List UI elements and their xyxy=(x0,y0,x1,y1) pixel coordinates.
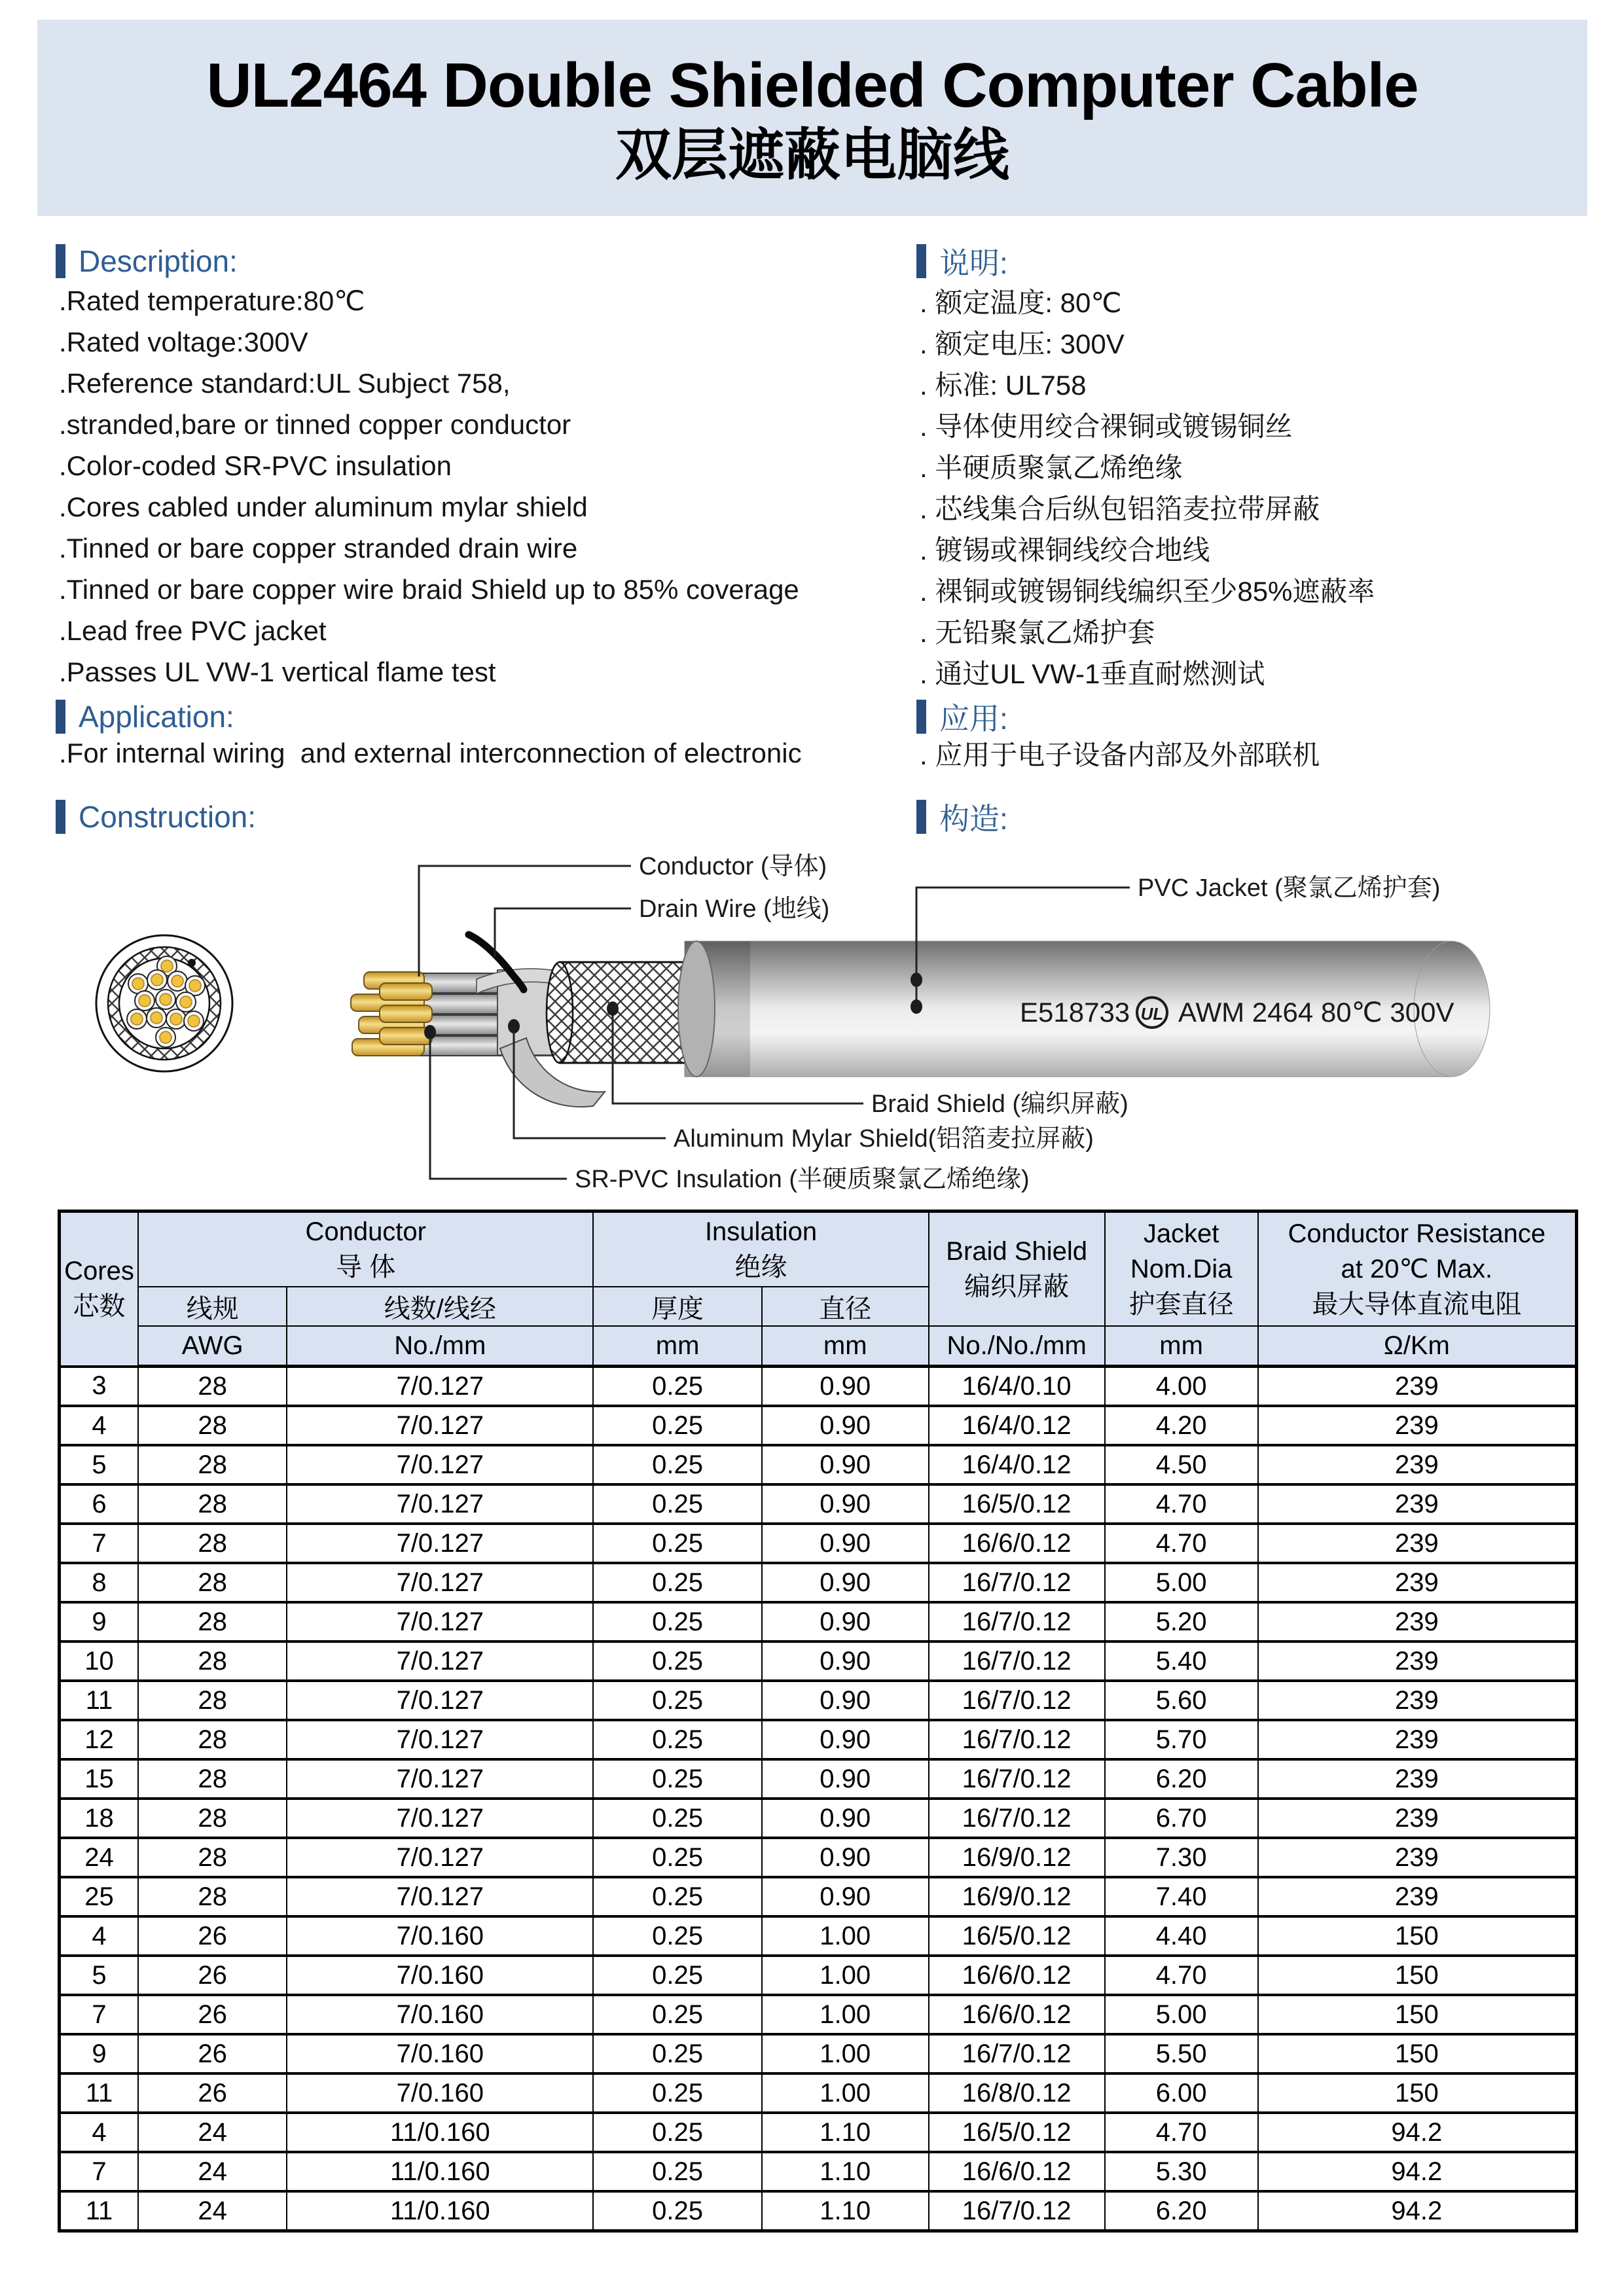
table-row xyxy=(60,1995,1577,2034)
table-cell: 150 xyxy=(1258,1995,1577,2034)
table-cell: 26 xyxy=(138,2034,287,2073)
table-cell: 16/9/0.12 xyxy=(929,1877,1105,1916)
heading-bar xyxy=(56,700,65,734)
table-cell: 239 xyxy=(1258,1641,1577,1681)
cable-marking xyxy=(1020,997,1454,1028)
table-cell: 28 xyxy=(138,1720,287,1759)
heading-text: Construction: xyxy=(79,800,257,834)
description-item: .Tinned or bare copper wire braid Shield up to 85% coverage xyxy=(59,573,799,605)
table-cell: 16/7/0.12 xyxy=(929,1681,1105,1720)
table-cell: 9 xyxy=(60,2034,139,2073)
description-item: .Color-coded SR-PVC insulation xyxy=(59,450,452,481)
heading-text: 构造: xyxy=(939,802,1008,836)
table-cell: 7/0.127 xyxy=(287,1524,593,1563)
table-cell: 11 xyxy=(60,2191,139,2231)
col-header-jacket: Jacket Nom.Dia 护套直径 xyxy=(1105,1211,1258,1327)
table-cell: 239 xyxy=(1258,1602,1577,1641)
table-cell: 4.70 xyxy=(1105,1956,1258,1995)
subheader-diameter: 直径 xyxy=(762,1287,929,1326)
table-cell: 239 xyxy=(1258,1681,1577,1720)
table-cell: 0.90 xyxy=(762,1877,929,1916)
description-item: . 半硬质聚氯乙烯绝缘 xyxy=(920,452,1183,483)
label-conductor: Conductor (导体) xyxy=(639,853,827,880)
table-cell: 0.90 xyxy=(762,1406,929,1445)
page-title: UL2464 Double Shielded Computer Cable xyxy=(206,50,1418,120)
marking-spec: AWM 2464 80℃ 300V xyxy=(1178,997,1454,1028)
table-cell: 7.40 xyxy=(1105,1877,1258,1916)
table-cell: 0.90 xyxy=(762,1602,929,1641)
description-item: .Passes UL VW-1 vertical flame test xyxy=(59,656,496,687)
table-cell: 4 xyxy=(60,1916,139,1956)
table-cell: 0.25 xyxy=(593,2073,761,2113)
description-item: . 裸铜或镀锡铜线编织至少85%遮蔽率 xyxy=(920,575,1375,607)
table-cell: 16/7/0.12 xyxy=(929,1799,1105,1838)
description-item: .Rated temperature:80℃ xyxy=(59,285,365,316)
table-cell: 4.70 xyxy=(1105,1484,1258,1524)
table-row xyxy=(60,2034,1577,2073)
table-cell: 7/0.160 xyxy=(287,1956,593,1995)
col-header-braid-shield: Braid Shield 编织屏蔽 xyxy=(929,1211,1105,1327)
table-cell: 26 xyxy=(138,1916,287,1956)
table-cell: 1.00 xyxy=(762,1995,929,2034)
table-cell: 0.25 xyxy=(593,1445,761,1484)
table-cell: 0.25 xyxy=(593,1877,761,1916)
table-row xyxy=(60,1563,1577,1602)
description-item: .Reference standard:UL Subject 758, xyxy=(59,367,511,399)
heading-bar xyxy=(916,800,926,834)
table-cell: 0.25 xyxy=(593,1681,761,1720)
table-cell: 7 xyxy=(60,1995,139,2034)
table-cell: 7/0.127 xyxy=(287,1681,593,1720)
table-cell: 26 xyxy=(138,1995,287,2034)
table-cell: 11 xyxy=(60,2073,139,2113)
conductor-stubs xyxy=(351,972,432,1056)
table-cell: 28 xyxy=(138,1484,287,1524)
table-cell: 28 xyxy=(138,1445,287,1484)
col-header-conductor: Conductor 导 体 xyxy=(138,1211,593,1287)
table-cell: 0.90 xyxy=(762,1641,929,1681)
table-cell: 5 xyxy=(60,1445,139,1484)
table-cell: 6 xyxy=(60,1484,139,1524)
table-cell: 7/0.127 xyxy=(287,1406,593,1445)
table-cell: 150 xyxy=(1258,2073,1577,2113)
table-cell: 4.00 xyxy=(1105,1367,1258,1407)
table-cell: 0.25 xyxy=(593,1759,761,1799)
table-cell: 16/7/0.12 xyxy=(929,1563,1105,1602)
table-row xyxy=(60,1956,1577,1995)
table-cell: 150 xyxy=(1258,2034,1577,2073)
table-cell: 16/4/0.12 xyxy=(929,1406,1105,1445)
table-cell: 0.90 xyxy=(762,1524,929,1563)
table-cell: 16/9/0.12 xyxy=(929,1838,1105,1877)
table-cell: 0.90 xyxy=(762,1799,929,1838)
description-heading-zh xyxy=(916,242,1008,280)
table-cell: 239 xyxy=(1258,1720,1577,1759)
table-row xyxy=(60,1641,1577,1681)
table-cell: 7 xyxy=(60,1524,139,1563)
table-cell: 24 xyxy=(60,1838,139,1877)
table-cell: 5.40 xyxy=(1105,1641,1258,1681)
table-cell: 7/0.127 xyxy=(287,1367,593,1407)
description-item: . 镀锡或裸铜线绞合地线 xyxy=(920,534,1210,565)
heading-bar xyxy=(916,244,926,278)
description-item: .Tinned or bare copper stranded drain wire xyxy=(59,532,578,564)
table-cell: 239 xyxy=(1258,1838,1577,1877)
table-cell: 16/6/0.12 xyxy=(929,1995,1105,2034)
table-cell: 16/7/0.12 xyxy=(929,2191,1105,2231)
table-cell: 7/0.127 xyxy=(287,1641,593,1681)
table-row xyxy=(60,2073,1577,2113)
label-pvc-jacket: PVC Jacket (聚氯乙烯护套) xyxy=(1138,874,1441,902)
table-cell: 24 xyxy=(138,2191,287,2231)
table-row xyxy=(60,1681,1577,1720)
table-cell: 28 xyxy=(138,1602,287,1641)
table-cell: 3 xyxy=(60,1367,139,1407)
subheader-strands: 线数/线经 xyxy=(287,1287,593,1326)
table-cell: 4.20 xyxy=(1105,1406,1258,1445)
table-cell: 0.90 xyxy=(762,1759,929,1799)
table-cell: 11/0.160 xyxy=(287,2152,593,2191)
table-cell: 0.25 xyxy=(593,1406,761,1445)
construction-heading-zh xyxy=(916,798,1008,836)
table-row xyxy=(60,1484,1577,1524)
heading-text: Description: xyxy=(79,244,238,278)
table-cell: 7/0.160 xyxy=(287,2034,593,2073)
table-cell: 28 xyxy=(138,1681,287,1720)
table-cell: 16/5/0.12 xyxy=(929,1916,1105,1956)
table-cell: 1.10 xyxy=(762,2191,929,2231)
table-cell: 239 xyxy=(1258,1524,1577,1563)
description-list-en xyxy=(59,280,910,692)
description-list-zh xyxy=(920,280,1607,692)
table-cell: 7.30 xyxy=(1105,1838,1258,1877)
table-cell: 5.60 xyxy=(1105,1681,1258,1720)
specification-table xyxy=(58,1210,1578,2233)
table-cell: 28 xyxy=(138,1799,287,1838)
table-cell: 1.00 xyxy=(762,1916,929,1956)
table-cell: 16/7/0.12 xyxy=(929,1641,1105,1681)
table-cell: 28 xyxy=(138,1759,287,1799)
table-cell: 150 xyxy=(1258,1956,1577,1995)
table-cell: 0.25 xyxy=(593,1641,761,1681)
construction-heading-en xyxy=(56,798,256,836)
table-cell: 10 xyxy=(60,1641,139,1681)
table-cell: 1.00 xyxy=(762,2073,929,2113)
table-cell: 1.10 xyxy=(762,2152,929,2191)
table-cell: 94.2 xyxy=(1258,2113,1577,2152)
heading-bar xyxy=(916,700,926,734)
description-heading-en xyxy=(56,242,238,280)
application-text-en: .For internal wiring and external interconnection of electronic xyxy=(59,738,802,768)
table-cell: 16/6/0.12 xyxy=(929,1524,1105,1563)
table-cell: 0.90 xyxy=(762,1563,929,1602)
table-cell: 7/0.127 xyxy=(287,1602,593,1641)
table-cell: 1.00 xyxy=(762,2034,929,2073)
title-block xyxy=(37,20,1587,216)
table-cell: 7/0.127 xyxy=(287,1445,593,1484)
table-cell: 0.25 xyxy=(593,2034,761,2073)
table-cell: 4.70 xyxy=(1105,2113,1258,2152)
table-cell: 28 xyxy=(138,1406,287,1445)
table-cell: 5.50 xyxy=(1105,2034,1258,2073)
ul-logo-text: UL xyxy=(1140,1004,1164,1024)
table-cell: 26 xyxy=(138,1956,287,1995)
table-cell: 6.70 xyxy=(1105,1799,1258,1838)
table-cell: 6.20 xyxy=(1105,2191,1258,2231)
table-cell: 239 xyxy=(1258,1799,1577,1838)
table-cell: 4 xyxy=(60,1406,139,1445)
table-cell: 16/6/0.12 xyxy=(929,1956,1105,1995)
label-sr-pvc: SR-PVC Insulation (半硬质聚氯乙烯绝缘) xyxy=(575,1166,1030,1193)
table-cell: 28 xyxy=(138,1367,287,1407)
table-cell: 0.90 xyxy=(762,1838,929,1877)
table-row xyxy=(60,1602,1577,1641)
description-item: . 额定电压: 300V xyxy=(920,328,1125,359)
unit-ohm-km: Ω/Km xyxy=(1258,1326,1577,1367)
table-cell: 239 xyxy=(1258,1563,1577,1602)
table-cell: 16/5/0.12 xyxy=(929,2113,1105,2152)
table-cell: 7/0.127 xyxy=(287,1838,593,1877)
table-row xyxy=(60,2152,1577,2191)
description-item: .Rated voltage:300V xyxy=(59,326,308,357)
table-cell: 7/0.127 xyxy=(287,1563,593,1602)
table-cell: 239 xyxy=(1258,1445,1577,1484)
table-cell: 7/0.127 xyxy=(287,1799,593,1838)
table-cell: 0.90 xyxy=(762,1445,929,1484)
col-header-insulation: Insulation 绝缘 xyxy=(593,1211,928,1287)
table-cell: 11/0.160 xyxy=(287,2191,593,2231)
table-cell: 4.50 xyxy=(1105,1445,1258,1484)
table-cell: 0.25 xyxy=(593,1720,761,1759)
table-cell: 4.40 xyxy=(1105,1916,1258,1956)
table-cell: 12 xyxy=(60,1720,139,1759)
unit-mm-3: mm xyxy=(1105,1326,1258,1367)
table-cell: 0.25 xyxy=(593,2152,761,2191)
table-cell: 24 xyxy=(138,2113,287,2152)
table-cell: 7/0.127 xyxy=(287,1877,593,1916)
table-cell: 7/0.127 xyxy=(287,1720,593,1759)
drain-wire-dot xyxy=(188,959,196,967)
table-cell: 28 xyxy=(138,1877,287,1916)
table-cell: 16/7/0.12 xyxy=(929,1602,1105,1641)
table-row xyxy=(60,1799,1577,1838)
table-cell: 0.25 xyxy=(593,2191,761,2231)
table-cell: 26 xyxy=(138,2073,287,2113)
label-aluminum-mylar: Aluminum Mylar Shield(铝箔麦拉屏蔽) xyxy=(674,1125,1094,1153)
table-cell: 239 xyxy=(1258,1406,1577,1445)
table-cell: 25 xyxy=(60,1877,139,1916)
subheader-wire-gauge: 线规 xyxy=(138,1287,287,1326)
table-cell: 18 xyxy=(60,1799,139,1838)
unit-no-mm: No./mm xyxy=(287,1326,593,1367)
table-cell: 7/0.160 xyxy=(287,2073,593,2113)
description-item: . 导体使用绞合裸铜或镀锡铜丝 xyxy=(920,410,1293,442)
table-cell: 16/4/0.10 xyxy=(929,1367,1105,1407)
table-cell: 16/5/0.12 xyxy=(929,1484,1105,1524)
application-heading-zh xyxy=(916,698,1008,736)
table-cell: 7 xyxy=(60,2152,139,2191)
table-row xyxy=(60,1720,1577,1759)
table-cell: 15 xyxy=(60,1759,139,1799)
table-cell: 11/0.160 xyxy=(287,2113,593,2152)
table-cell: 5.70 xyxy=(1105,1720,1258,1759)
table-row xyxy=(60,2191,1577,2231)
table-cell: 239 xyxy=(1258,1367,1577,1407)
unit-mm-1: mm xyxy=(593,1326,761,1367)
unit-mm-2: mm xyxy=(762,1326,929,1367)
table-cell: 239 xyxy=(1258,1484,1577,1524)
unit-braid: No./No./mm xyxy=(929,1326,1105,1367)
table-row xyxy=(60,2113,1577,2152)
table-cell: 16/7/0.12 xyxy=(929,1759,1105,1799)
table-cell: 16/8/0.12 xyxy=(929,2073,1105,2113)
table-cell: 0.90 xyxy=(762,1720,929,1759)
table-cell: 7/0.160 xyxy=(287,1916,593,1956)
table-cell: 6.20 xyxy=(1105,1759,1258,1799)
page-title-chinese: 双层遮蔽电脑线 xyxy=(615,124,1009,187)
application-heading-en xyxy=(56,698,234,736)
table-cell: 5.00 xyxy=(1105,1563,1258,1602)
table-cell: 94.2 xyxy=(1258,2152,1577,2191)
cable-3d-view xyxy=(351,935,1490,1107)
table-cell: 16/7/0.12 xyxy=(929,2034,1105,2073)
table-cell: 0.25 xyxy=(593,2113,761,2152)
table-cell: 0.25 xyxy=(593,1563,761,1602)
table-cell: 28 xyxy=(138,1563,287,1602)
description-item: .Cores cabled under aluminum mylar shield xyxy=(59,491,588,522)
table-row xyxy=(60,1759,1577,1799)
table-cell: 7/0.160 xyxy=(287,1995,593,2034)
table-cell: 7/0.127 xyxy=(287,1759,593,1799)
cable-cross-section xyxy=(96,935,232,1071)
table-cell: 16/7/0.12 xyxy=(929,1720,1105,1759)
table-cell: 0.25 xyxy=(593,1995,761,2034)
table-row xyxy=(60,1877,1577,1916)
label-drain-wire: Drain Wire (地线) xyxy=(639,895,830,923)
heading-text: 说明: xyxy=(939,246,1008,280)
table-row xyxy=(60,1406,1577,1445)
description-item: . 无铅聚氯乙烯护套 xyxy=(920,617,1155,648)
table-cell: 94.2 xyxy=(1258,2191,1577,2231)
table-cell: 16/4/0.12 xyxy=(929,1445,1105,1484)
table-cell: 7/0.127 xyxy=(287,1484,593,1524)
table-cell: 150 xyxy=(1258,1916,1577,1956)
table-cell: 0.25 xyxy=(593,1916,761,1956)
table-cell: 5.00 xyxy=(1105,1995,1258,2034)
table-cell: 4.70 xyxy=(1105,1524,1258,1563)
marking-cert: E518733 xyxy=(1020,997,1130,1028)
table-cell: 28 xyxy=(138,1524,287,1563)
table-cell: 0.25 xyxy=(593,1838,761,1877)
unit-awg: AWG xyxy=(138,1326,287,1367)
table-cell: 0.25 xyxy=(593,1367,761,1407)
table-cell: 0.90 xyxy=(762,1484,929,1524)
table-cell: 239 xyxy=(1258,1759,1577,1799)
cable-construction-diagram xyxy=(58,831,1578,1217)
table-cell: 28 xyxy=(138,1838,287,1877)
table-cell: 0.25 xyxy=(593,1956,761,1995)
heading-text: 应用: xyxy=(939,702,1008,736)
table-cell: 239 xyxy=(1258,1877,1577,1916)
table-row xyxy=(60,1445,1577,1484)
heading-text: Application: xyxy=(79,700,234,734)
description-item: . 额定温度: 80℃ xyxy=(920,287,1122,318)
table-cell: 5.20 xyxy=(1105,1602,1258,1641)
table-cell: 24 xyxy=(138,2152,287,2191)
description-item: .Lead free PVC jacket xyxy=(59,615,327,646)
table-cell: 1.00 xyxy=(762,1956,929,1995)
col-header-cores: Cores 芯数 xyxy=(60,1211,139,1367)
table-row xyxy=(60,1838,1577,1877)
table-cell: 8 xyxy=(60,1563,139,1602)
table-cell: 0.90 xyxy=(762,1681,929,1720)
application-text-zh: . 应用于电子设备内部及外部联机 xyxy=(920,740,1320,770)
table-cell: 16/6/0.12 xyxy=(929,2152,1105,2191)
table-cell: 4 xyxy=(60,2113,139,2152)
table-cell: 28 xyxy=(138,1641,287,1681)
subheader-thickness: 厚度 xyxy=(593,1287,761,1326)
heading-bar xyxy=(56,244,65,278)
table-row xyxy=(60,1916,1577,1956)
table-cell: 9 xyxy=(60,1602,139,1641)
table-cell: 0.25 xyxy=(593,1524,761,1563)
col-header-resistance: Conductor Resistance at 20℃ Max. 最大导体直流电阻 xyxy=(1258,1211,1577,1327)
table-cell: 0.90 xyxy=(762,1367,929,1407)
table-cell: 5 xyxy=(60,1956,139,1995)
table-cell: 0.25 xyxy=(593,1602,761,1641)
table-cell: 1.10 xyxy=(762,2113,929,2152)
description-item: . 芯线集合后纵包铝箔麦拉带屏蔽 xyxy=(920,493,1320,524)
table-cell: 0.25 xyxy=(593,1484,761,1524)
heading-bar xyxy=(56,800,65,834)
table-cell: 0.25 xyxy=(593,1799,761,1838)
description-item: . 通过UL VW-1垂直耐燃测试 xyxy=(920,658,1265,689)
description-item: . 标准: UL758 xyxy=(920,369,1087,401)
table-cell: 11 xyxy=(60,1681,139,1720)
description-item: .stranded,bare or tinned copper conductor xyxy=(59,408,571,440)
table-row xyxy=(60,1367,1577,1407)
table-cell: 5.30 xyxy=(1105,2152,1258,2191)
table-row xyxy=(60,1524,1577,1563)
label-braid-shield: Braid Shield (编织屏蔽) xyxy=(871,1090,1128,1118)
table-cell: 6.00 xyxy=(1105,2073,1258,2113)
